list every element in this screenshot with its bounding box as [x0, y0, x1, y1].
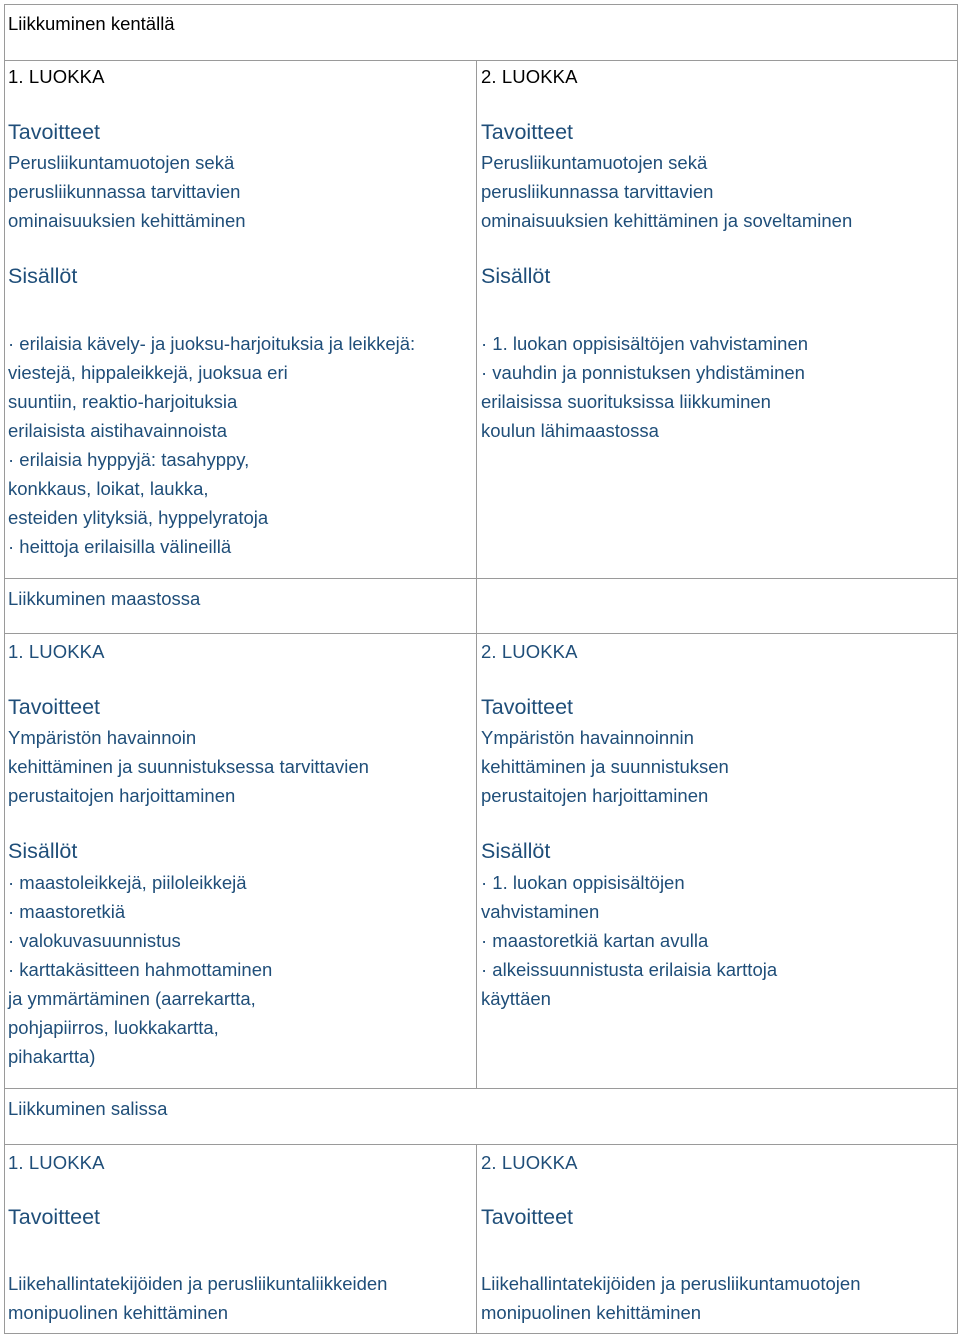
- table-border: [4, 1333, 958, 1334]
- table-border: [476, 1144, 477, 1334]
- contents-heading: Sisällöt: [481, 264, 551, 288]
- table-border: [476, 60, 477, 1089]
- section-title: Liikkuminen maastossa: [8, 588, 201, 609]
- goals-text: Perusliikuntamuotojen sekä perusliikunnassa tarvittavien ominaisuuksien kehittäminen ja soveltaminen: [481, 152, 853, 231]
- goals-text: Ympäristön havainnoinnin kehittäminen ja suunnistuksen perustaitojen harjoittaminen: [481, 727, 729, 806]
- table-border: [4, 633, 958, 634]
- table-border: [4, 4, 958, 5]
- goals-text: Perusliikuntamuotojen sekä perusliikunnassa tarvittavien ominaisuuksien kehittäminen: [8, 152, 246, 231]
- goals-text: Ympäristön havainnoin kehittäminen ja suunnistuksessa tarvittavien perustaitojen harjoittaminen: [8, 727, 369, 806]
- contents-text: · 1. luokan oppisisältöjen vahvistaminen · vauhdin ja ponnistuksen yhdistäminen erilaisissa suorituksissa liikkuminen koulun lähimaastossa: [481, 333, 809, 441]
- grade-heading: 1. LUOKKA: [8, 66, 105, 87]
- contents-heading: Sisällöt: [8, 264, 78, 288]
- grade-heading: 2. LUOKKA: [481, 1152, 578, 1173]
- goals-heading: Tavoitteet: [8, 120, 101, 144]
- grade-heading: 1. LUOKKA: [8, 1152, 105, 1173]
- grade-heading: 1. LUOKKA: [8, 641, 105, 662]
- goals-heading: Tavoitteet: [8, 1205, 101, 1229]
- table-border: [4, 1144, 958, 1145]
- contents-text: · erilaisia kävely- ja juoksu-harjoituksia ja leikkejä: viestejä, hippaleikkejä, juoksua eri suuntiin, reaktio-harjoituksia erilaisista aistihavainnoista · erilaisia hyppyjä: tasahyppy, konkkaus, loikat, laukka, esteiden ylityksiä, hyppelyratoja · heittoja erilaisilla välineillä: [8, 333, 416, 557]
- goals-heading: Tavoitteet: [8, 695, 101, 719]
- contents-text: · 1. luokan oppisisältöjen vahvistaminen · maastoretkiä kartan avulla · alkeissuunnistusta erilaisia karttoja käyttäen: [481, 872, 778, 1009]
- table-border: [4, 1088, 958, 1089]
- goals-heading: Tavoitteet: [481, 120, 574, 144]
- goals-heading: Tavoitteet: [481, 695, 574, 719]
- section-title: Liikkuminen salissa: [8, 1098, 168, 1119]
- contents-heading: Sisällöt: [481, 839, 551, 863]
- goals-text: Liikehallintatekijöiden ja perusliikuntamuotojen monipuolinen kehittäminen: [481, 1273, 861, 1323]
- table-border: [4, 578, 958, 579]
- table-border: [957, 4, 958, 1334]
- grade-heading: 2. LUOKKA: [481, 641, 578, 662]
- contents-text: · maastoleikkejä, piiloleikkejä · maastoretkiä · valokuvasuunnistus · karttakäsitteen hahmottaminen ja ymmärtäminen (aarrekartta, pohjapiirros, luokkakartta, pihakartta): [8, 872, 273, 1067]
- contents-heading: Sisällöt: [8, 839, 78, 863]
- table-border: [4, 4, 5, 1334]
- grade-heading: 2. LUOKKA: [481, 66, 578, 87]
- goals-text: Liikehallintatekijöiden ja perusliikuntaliikkeiden monipuolinen kehittäminen: [8, 1273, 388, 1323]
- goals-heading: Tavoitteet: [481, 1205, 574, 1229]
- table-border: [4, 60, 958, 61]
- section-title: Liikkuminen kentällä: [8, 13, 175, 34]
